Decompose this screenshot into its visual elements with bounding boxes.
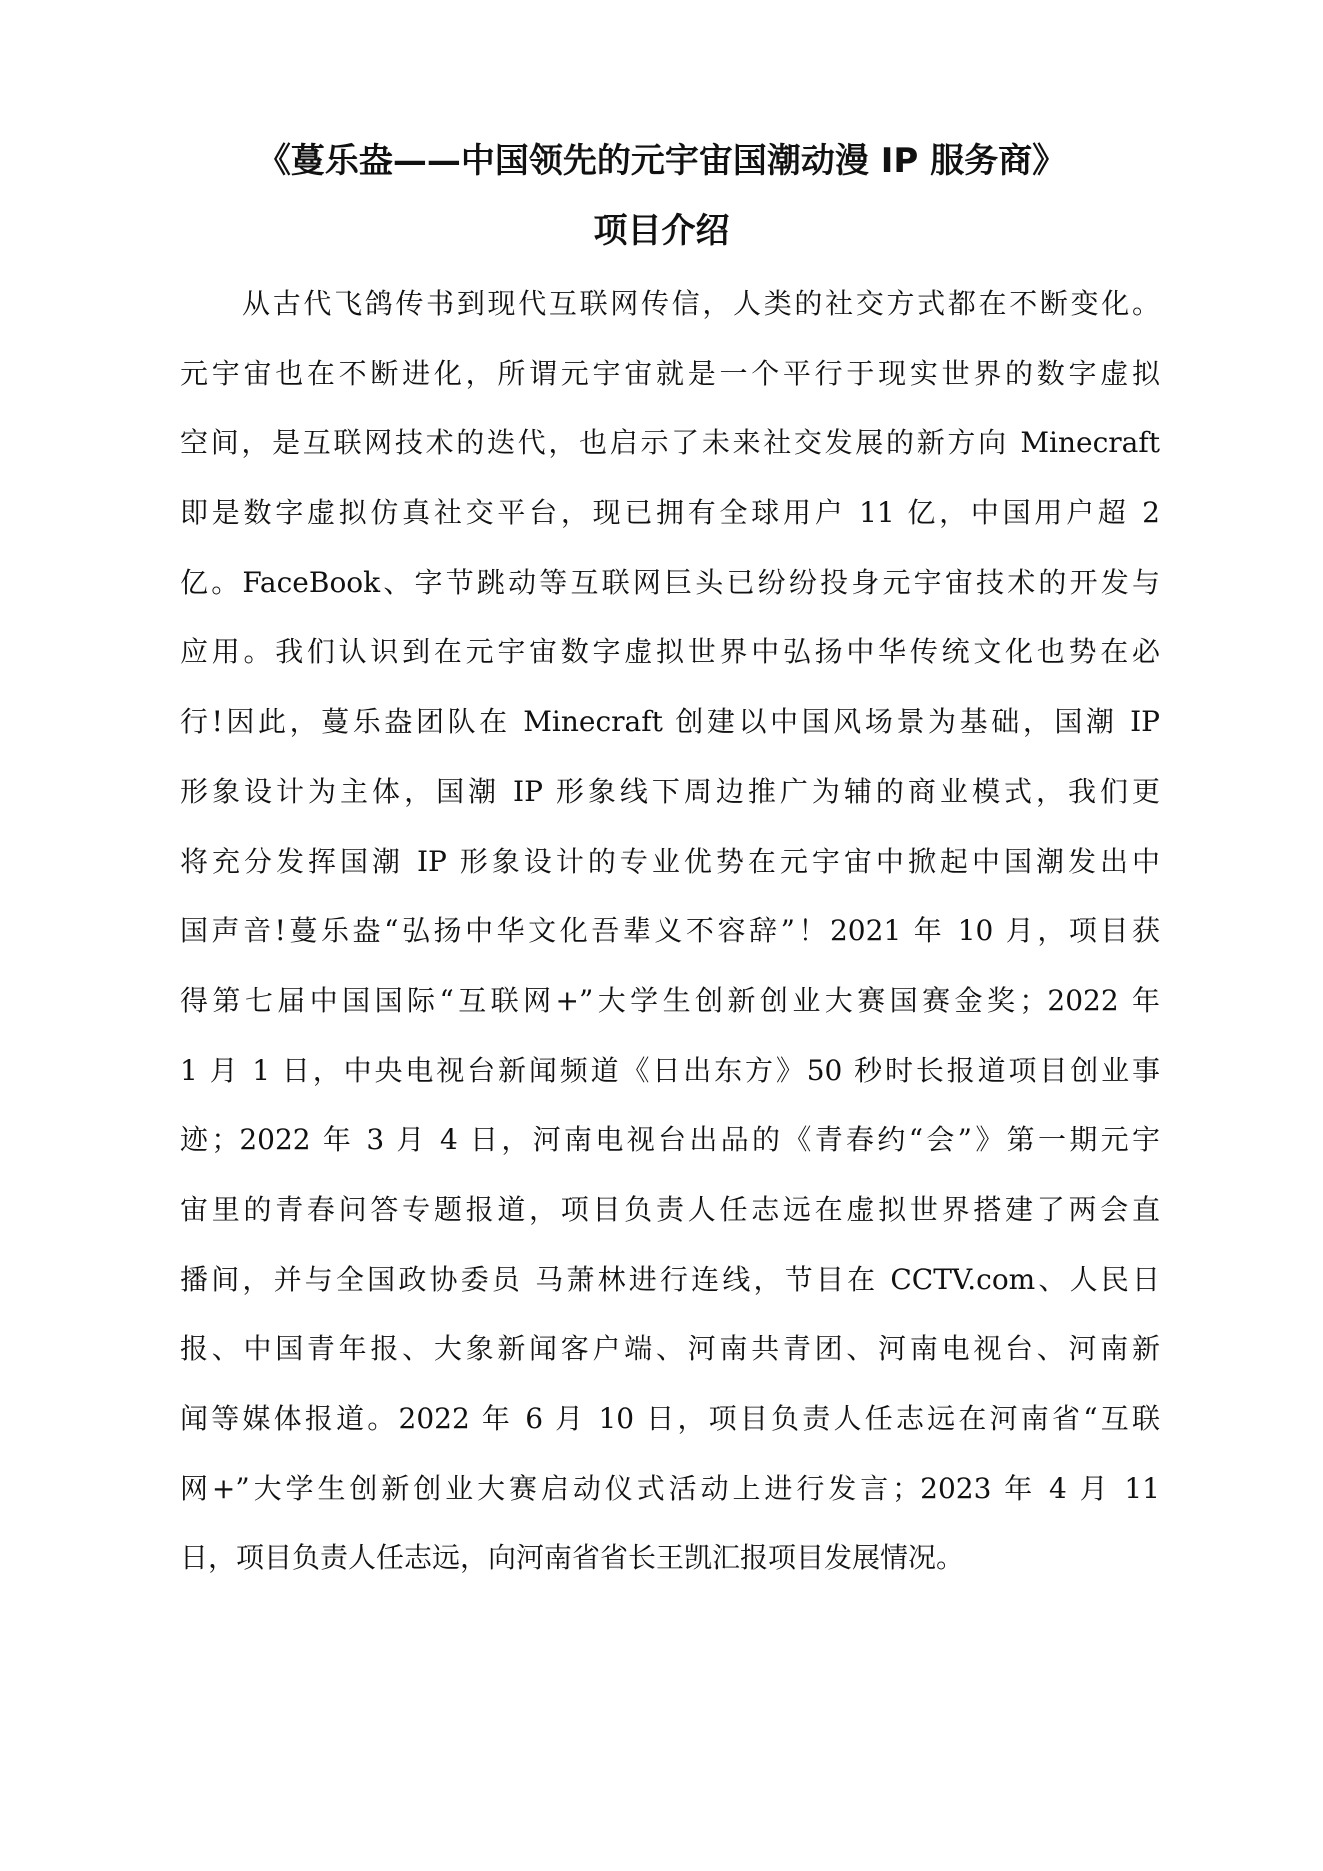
paragraph-line: 空间，是互联网技术的迭代，也启示了未来社交发展的新方向 Minecraft — [180, 426, 1160, 460]
paragraph-line: 网+”大学生创新创业大赛启动仪式活动上进行发言；2023 年 4 月 11 — [180, 1471, 1160, 1505]
paragraph-line: 播间，并与全国政协委员 马萧林进行连线，节目在 CCTV.com、人民日 — [180, 1262, 1160, 1296]
paragraph-line: 从古代飞鸽传书到现代互联网传信，人类的社交方式都在不断变化。 — [242, 287, 1160, 320]
paragraph-line: 宙里的青春问答专题报道，项目负责人任志远在虚拟世界搭建了两会直 — [180, 1192, 1160, 1226]
paragraph-line: 报、中国青年报、大象新闻客户端、河南共青团、河南电视台、河南新 — [180, 1332, 1160, 1366]
paragraph-line: 应用。我们认识到在元宇宙数字虚拟世界中弘扬中华传统文化也势在必 — [180, 635, 1160, 669]
document-subtitle: 项目介绍 — [593, 211, 730, 251]
paragraph-line: 日，项目负责人任志远，向河南省省长王凯汇报项目发展情况。 — [180, 1541, 965, 1575]
paragraph-line: 闻等媒体报道。2022 年 6 月 10 日，项目负责人任志远在河南省“互联 — [180, 1402, 1160, 1435]
paragraph-line: 1 月 1 日，中央电视台新闻频道《日出东方》50 秒时长报道项目创业事 — [180, 1053, 1160, 1087]
paragraph-line: 迹；2022 年 3 月 4 日，河南电视台出品的《青春约“会”》第一期元宇 — [180, 1123, 1160, 1157]
paragraph-line: 亿。FaceBook、字节跳动等互联网巨头已纷纷投身元宇宙技术的开发与 — [180, 565, 1160, 599]
paragraph-line: 元宇宙也在不断进化，所谓元宇宙就是一个平行于现实世界的数字虚拟 — [180, 356, 1160, 390]
paragraph-line: 形象设计为主体，国潮 IP 形象线下周边推广为辅的商业模式，我们更 — [180, 774, 1160, 808]
paragraph-line: 将充分发挥国潮 IP 形象设计的专业优势在元宇宙中掀起中国潮发出中 — [180, 844, 1160, 878]
paragraph-line: 国声音!蔓乐盎“弘扬中华文化吾辈义不容辞”！2021 年 10 月，项目获 — [180, 914, 1160, 948]
paragraph-line: 即是数字虚拟仿真社交平台，现已拥有全球用户 11 亿，中国用户超 2 — [180, 496, 1160, 530]
paragraph-line: 得第七届中国国际“互联网+”大学生创新创业大赛国赛金奖；2022 年 — [180, 983, 1160, 1017]
document-title: 《蔓乐盎——中国领先的元宇宙国潮动漫 IP 服务商》 — [256, 141, 1067, 181]
paragraph-line: 行!因此，蔓乐盎团队在 Minecraft 创建以中国风场景为基础，国潮 IP — [180, 705, 1160, 739]
body-paragraph — [180, 269, 1160, 1593]
